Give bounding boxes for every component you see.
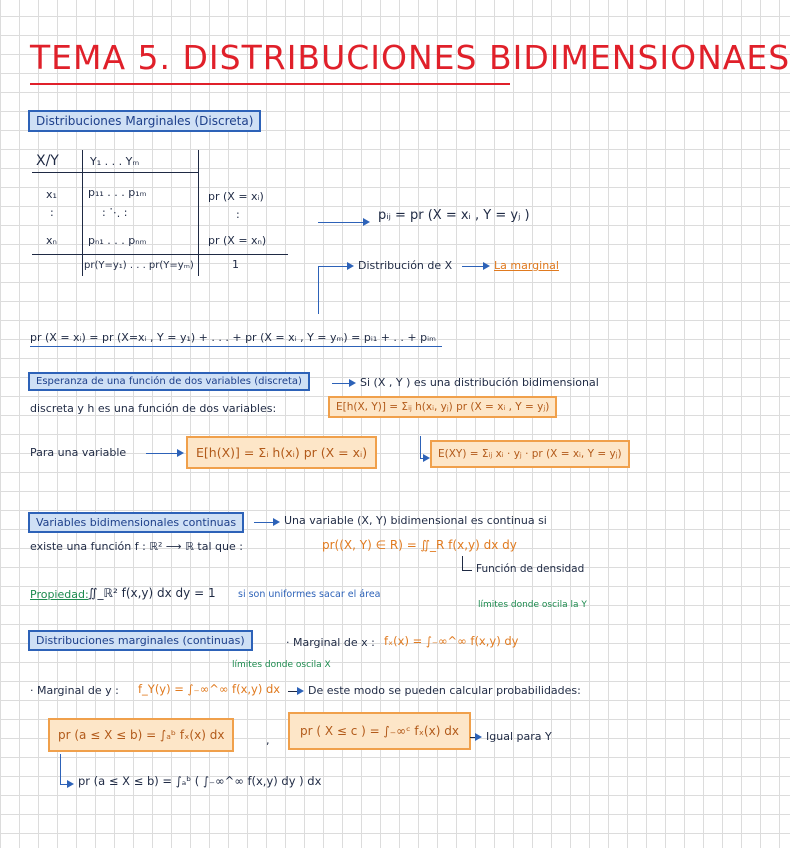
- arrow-right-icon: [462, 266, 488, 267]
- table-rule: [82, 150, 83, 276]
- table-row-cells: p₁₁ . . . p₁ₘ: [88, 186, 147, 199]
- distribution-note: Distribución de X: [358, 259, 453, 272]
- marginal-discrete-formula: pr (X = xᵢ) = pr (X=xᵢ , Y = y₁) + . . . + pr (X = xᵢ , Y = yₘ) = pᵢ₁ + . . + pᵢₘ: [30, 331, 436, 344]
- table-row-marginal: :: [236, 208, 240, 221]
- arrow-right-icon: [288, 691, 302, 692]
- continuous-note-2: existe una función f : ℝ² ⟶ ℝ tal que :: [30, 540, 243, 553]
- limits-y-note: límites donde oscila la Y: [478, 600, 587, 610]
- table-row-label: xₙ: [46, 234, 57, 247]
- heading-expectation: Esperanza de una función de dos variables (discreta): [28, 372, 310, 391]
- connector-line: [60, 754, 61, 784]
- table-row-marginal: pr (X = xₙ): [208, 234, 267, 247]
- continuous-note-1: Una variable (X, Y) bidimensional es continua si: [284, 514, 547, 527]
- table-rule: [32, 172, 198, 173]
- property-formula: ∬_ℝ² f(x,y) dx dy = 1: [88, 586, 216, 600]
- probability-box-interval: pr (a ≤ X ≤ b) = ∫ₐᵇ fₓ(x) dx: [48, 718, 234, 752]
- property-label: Propiedad:: [30, 588, 89, 601]
- formula-underline: [30, 346, 442, 347]
- marginal-y-formula: f_Y(y) = ∫₋∞^∞ f(x,y) dx: [138, 682, 281, 696]
- table-row-marginal: pr (X = xᵢ): [208, 190, 264, 203]
- arrow-right-icon: [462, 570, 472, 571]
- arrow-right-icon: [60, 784, 72, 785]
- density-label: Función de densidad: [476, 563, 585, 575]
- continuous-formula: pr((X, Y) ∈ R) = ∬_R f(x,y) dx dy: [322, 538, 517, 552]
- table-row-label: :: [50, 206, 54, 219]
- table-rule: [198, 150, 199, 276]
- marginal-x-formula: fₓ(x) = ∫₋∞^∞ f(x,y) dy: [384, 634, 519, 648]
- table-row-cells: : ⋱ :: [102, 206, 128, 219]
- table-col-headers: Y₁ . . . Yₘ: [90, 155, 140, 168]
- heading-marginal-discrete: Distribuciones Marginales (Discreta): [28, 110, 261, 132]
- expectation-note-2: discreta y h es una función de dos variables:: [30, 402, 277, 415]
- arrow-right-icon: [146, 453, 182, 454]
- table-bottom-row: pr(Y=y₁) . . . pr(Y=yₘ): [84, 260, 194, 271]
- connector-line: [462, 556, 463, 570]
- marginal-x-label: · Marginal de x :: [286, 636, 375, 649]
- final-probability-formula: pr (a ≤ X ≤ b) = ∫ₐᵇ ( ∫₋∞^∞ f(x,y) dy ) dx: [78, 774, 322, 788]
- expectation-note-1: Si (X , Y ) es una distribución bidimensional: [360, 376, 599, 389]
- table-row-cells: pₙ₁ . . . pₙₘ: [88, 234, 147, 247]
- same-for-y-note: Igual para Y: [486, 730, 552, 743]
- arrow-right-icon: [470, 737, 480, 738]
- heading-marginal-continuous: Distribuciones marginales (continuas): [28, 630, 253, 651]
- expectation-box-xy: E(XY) = Σᵢⱼ xᵢ · yⱼ · pr (X = xᵢ, Y = yⱼ): [430, 440, 630, 468]
- limits-x-note: límites donde oscila X: [232, 660, 331, 670]
- marginal-y-label: · Marginal de y :: [30, 684, 119, 697]
- title-underline: [30, 83, 510, 85]
- arrow-right-icon: [254, 522, 278, 523]
- expectation-box-one-var: E[h(X)] = Σᵢ h(xᵢ) pr (X = xᵢ): [186, 436, 377, 469]
- table-corner: X/Y: [36, 153, 59, 169]
- probability-box-cumulative: pr ( X ≤ c ) = ∫₋∞ᶜ fₓ(x) dx: [288, 712, 471, 750]
- one-variable-label: Para una variable: [30, 446, 127, 459]
- expectation-box-two-vars: E[h(X, Y)] = Σᵢⱼ h(xᵢ, yⱼ) pr (X = xᵢ , Y = yⱼ): [328, 396, 557, 418]
- arrow-right-icon: [420, 458, 428, 459]
- connector-line: [420, 436, 421, 458]
- pij-note: pᵢⱼ = pr (X = xᵢ , Y = yⱼ ): [378, 208, 530, 223]
- page-title: TEMA 5. DISTRIBUCIONES BIDIMENSIONAES: [30, 38, 790, 77]
- table-rule: [32, 254, 288, 255]
- separator-comma: ,: [266, 734, 270, 747]
- probability-note: De este modo se pueden calcular probabilidades:: [308, 684, 581, 697]
- connector-line: [318, 266, 319, 314]
- marginal-label: La marginal: [494, 259, 559, 272]
- arrow-right-icon: [318, 222, 368, 223]
- heading-continuous: Variables bidimensionales continuas: [28, 512, 244, 533]
- property-note: si son uniformes sacar el área: [238, 589, 381, 600]
- arrow-right-icon: [332, 383, 354, 384]
- arrow-right-icon: [318, 266, 352, 267]
- table-bottom-total: 1: [232, 258, 239, 271]
- table-row-label: x₁: [46, 188, 57, 201]
